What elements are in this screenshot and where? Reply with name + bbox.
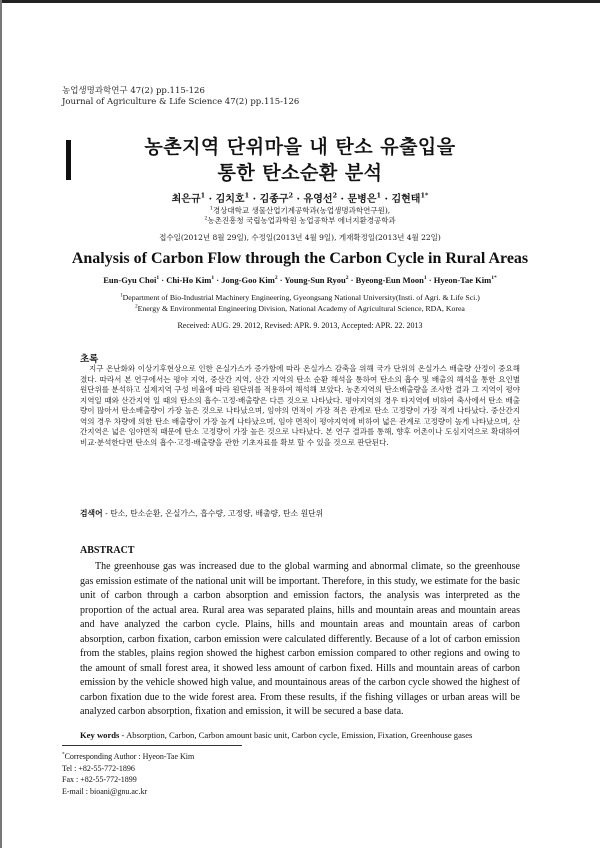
author-affiliation-mark: 2 xyxy=(332,191,338,200)
author-affiliation-mark: 1 xyxy=(211,275,215,282)
english-authors: Eun-Gyu Choi$^1$ · Chi-Ho Kim$^1$ · Jong-Goo Kim$^2$ · Young-Sun Ryou$^2$ · Byeong-Eun Moon$^1$ · Hyeon-Tae Kim$^{1*}$ xyxy=(103,275,497,285)
author-affiliation-mark: 1 xyxy=(376,191,382,200)
author-name: 김종구 xyxy=(259,194,289,205)
author-affiliation-mark: 2 xyxy=(288,191,294,200)
author-name: Young-Sun Ryou xyxy=(284,275,346,285)
korean-keywords xyxy=(80,508,323,519)
author-affiliation-mark: 1 xyxy=(423,275,427,282)
english-affiliation-1: $^1$Department of Bio-Industrial Machinery Engineering, Gyeongsang National University(Insti. of Agri. & Life Sci.) xyxy=(120,292,480,302)
author-name: 김현태 xyxy=(391,194,421,205)
author-affiliation-mark: 1* xyxy=(491,275,497,282)
left-border xyxy=(0,0,2,848)
footnote xyxy=(62,751,194,797)
korean-abstract-heading: 초록 xyxy=(80,354,99,365)
korean-abstract: 지구 온난화와 이상기후현상으로 인한 온실가스가 증가함에 따라 온실가스 감축을 위해 국가 단위의 온실가스 배출량 산정이 중요해졌다. 따라서 본 연구에서는 평야 지역, 중산간 지역, 산간 지역의 탄소 순환 해석을 통하여 탄소의 흡수 및 배출의 해석을 통한 요인별 원단위를 분석하고 실제지역 구성 비율에 따라 원단위를 적용하여 해석해 보았다. 농촌지역의 탄소배출량을 조사한 결과 그 지역이 평야지역일 때와 산간지역 일 때의 탄소의 흡수·고정·배출량은 다른 것으로 나타났다. 평야지역의 경우 타지역에 비하여 축사에서 탄소 배출량이 많아서 탄소배출량이 가장 높은 것으로 나타났으며, 임야의 면적이 가장 적은 관계로 탄소 고정량이 가장 적게 나타났다. 중산간지역의 경우 차량에 의한 탄소 배출량이 가장 높게 나타났으며, 임야 면적이 평야지역에 비하여 넓은 관계로 고정량이 높게 나타났으며, 산간지역은 넓은 임야면적 때문에 탄소 고정량이 가장 높은 것으로 나타났다. 본 연구 결과를 통해, 향후 어촌이나 도심지역으로 확대하여 비교·분석한다면 탄소의 흡수·고정·배출량을 관한 기초자료를 확보 할 수 있을 것으로 판단된다. xyxy=(80,364,520,447)
author-name: Eun-Gyu Choi xyxy=(103,275,157,285)
corresponding-author: *Corresponding Author : Hyeon-Tae Kim xyxy=(62,751,195,761)
running-head xyxy=(62,86,299,108)
korean-title-line1: 농촌지역 단위마을 내 탄소 유출입을 xyxy=(144,136,456,158)
author-name: 유영선 xyxy=(303,194,333,205)
author-name: 최은규 xyxy=(171,194,201,205)
author-name: 문병은 xyxy=(347,194,377,205)
author-affiliation-mark: 2 xyxy=(274,275,278,282)
english-abstract-heading: ABSTRACT xyxy=(80,545,135,556)
english-affiliation-2: $^2$Energy & Environmental Engineering Division, National Academy of Agricultural Science, RDA, Korea xyxy=(135,303,465,313)
korean-authors: 최은규$^1$ · 김치호$^1$ · 김종구$^2$ · 유영선$^2$ · 문병은$^1$ · 김현태$^{1*}$ xyxy=(171,191,429,205)
english-dates: Received: AUG. 29. 2012, Revised: APR. 9. 2013, Accepted: APR. 22. 2013 xyxy=(177,321,423,330)
korean-affiliation-2: $^2$농촌진흥청 국립농업과학원 농업공학부 에너지환경공학과 xyxy=(204,215,396,225)
author-affiliation-mark: 1* xyxy=(420,191,429,200)
author-name: 김치호 xyxy=(215,194,245,205)
running-head-korean: 농업생명과학연구 47(2) pp.115-126 xyxy=(62,86,205,96)
footnote-rule xyxy=(62,745,242,746)
korean-affiliation-1: $^1$경상대학교 생물산업기계공학과(농업생명과학연구원), xyxy=(209,205,391,215)
author-name: Byeong-Eun Moon xyxy=(355,275,424,285)
top-border xyxy=(0,0,600,3)
author-affiliation-mark: 1 xyxy=(200,191,206,200)
english-keywords-label: Key words xyxy=(80,730,120,740)
english-abstract: The greenhouse gas was increased due to the global warming and abnormal climate, so the greenhouse gas emission estimate of the national unit will be important. Therefore, in this study, we estimate for the basic unit of carbon through a carbon absorption and emission factors, the analysis was interpreted as the proportion of the actual area. Rural area was separated plains, hills and mountain areas and mountain areas and have analyzed the carbon cycle. Plains, hills and mountain areas and mountain areas of carbon absorption, carbon fixation, carbon emission were calculated differently. Because of a lot of carbon emission from the stables, plains region showed the highest carbon emission compared to other regions and owing to the amount of small forest area, it showed less amount of carbon fixed. Hills and mountain areas of carbon emission by the vehicle showed high value, and mountainous areas of the carbon cycle showed the highest of carbon fixation due to the wide forest area. From these results, if the fishing villages or urban areas will be analyzed carbon absorption, fixation and emission, it will be secured a base data. xyxy=(80,561,520,717)
korean-dates: 접수일(2012년 8월 29일), 수정일(2013년 4월 9일), 게재확정일(2013년 4월 22일) xyxy=(159,233,441,242)
korean-keywords-list: - 탄소, 탄소순환, 온실가스, 흡수량, 고정량, 배출량, 탄소 원단위 xyxy=(105,509,324,518)
author-affiliation-mark: 1 xyxy=(156,275,160,282)
english-keywords xyxy=(80,730,472,740)
korean-keywords-label: 검색어 xyxy=(80,509,103,518)
english-keywords-list: - Absorption, Carbon, Carbon amount basic unit, Carbon cycle, Emission, Fixation, Greenhouse gases xyxy=(121,730,473,740)
author-affiliation-mark: 2 xyxy=(345,275,349,282)
author-name: Chi-Ho Kim xyxy=(166,275,212,285)
running-head-english: Journal of Agriculture & Life Science 47(2) pp.115-126 xyxy=(62,97,300,107)
author-name: Jong-Goo Kim xyxy=(221,275,275,285)
korean-title-line2: 통한 탄소순환 분석 xyxy=(217,162,383,184)
footnote-tel: Tel : +82-55-772-1896 xyxy=(62,763,135,773)
footnote-email: E-mail : bioani@gnu.ac.kr xyxy=(62,786,148,796)
author-name: Hyeon-Tae Kim xyxy=(433,275,492,285)
author-affiliation-mark: 1 xyxy=(244,191,250,200)
footnote-fax: Fax : +82-55-772-1899 xyxy=(62,775,137,784)
english-title: Analysis of Carbon Flow through the Carbon Cycle in Rural Areas xyxy=(71,250,529,267)
